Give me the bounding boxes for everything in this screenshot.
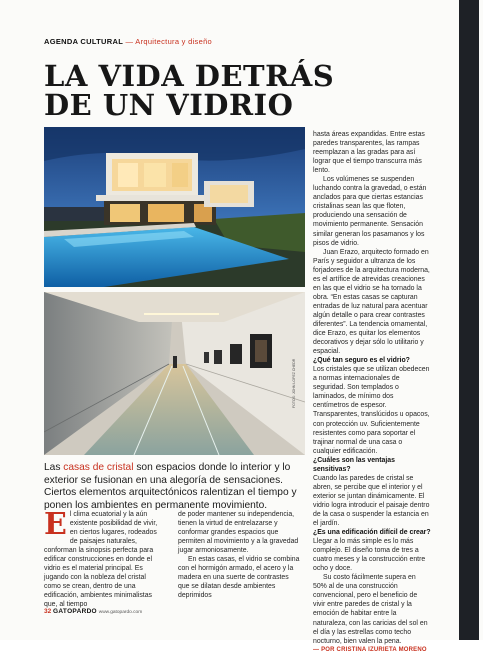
article-title: LA VIDA DETRÁS DE UN VIDRIO xyxy=(44,59,335,122)
subsection-name: Arquitectura y diseño xyxy=(135,37,213,46)
magazine-url[interactable]: www.gatopardo.com xyxy=(98,610,143,615)
question-heading: ¿Cuáles son las ventajas sensitivas? xyxy=(313,456,395,473)
magazine-brand: GATOPARDO xyxy=(53,608,97,615)
lede-text-rest: son espacios donde lo interior y lo exterior se fusionan en una alegoría de sensaciones. Ciertos elementos arquitectónicos ralentizan el tiempo y ponen los ambientes en permanente movimiento. xyxy=(44,462,297,511)
body-paragraph: En estas casas, el vidrio se combina con el hormigón armado, el acero y la madera en una suerte de contrastes que se dilatan desde ambientes deprimidos xyxy=(178,556,300,600)
question-heading: ¿Qué tan seguro es el vidrio? xyxy=(313,357,410,365)
glass-house-photo xyxy=(44,127,305,287)
kicker-separator: — xyxy=(125,37,134,46)
body-paragraph: de poder mantener su independencia, tienen la virtud de entrelazarse y conformar grandes espacios que permiten al movimiento y a la gravedad jugar armoniosamente. xyxy=(178,511,299,555)
lede-paragraph xyxy=(44,462,309,512)
answer-paragraph: Cuando las paredes de cristal se abren, se percibe que el interior y el exterior se juntan dinámicamente. El vidrio logra introducir el paisaje dentro de la casa o suspender la estancia en el jardín. xyxy=(313,474,430,528)
lede-link[interactable]: casas de cristal xyxy=(63,462,134,473)
lede-text-start: Las xyxy=(44,462,64,473)
page-footer xyxy=(44,608,142,615)
page-number: 32 xyxy=(44,608,52,615)
body-paragraph: Juan Erazo, arquitecto formado en París y seguidor a ultranza de los forjadores de la arquitectura moderna, es el artífice de atrevidas creaciones en las que el vidrio se ha tornado la obra. “En estas casas se capturan entradas de luz natural para acentuar algún detalle o para crear contrastes diferentes”. La tendencia ornamental, dice Erazo, es quitar los elementos decorativos y dejar sólo lo utilitario y espacial. xyxy=(313,248,430,356)
answer-paragraph: Su costo fácilmente supera en 50% al de una construcción convencional, pero el beneficio de vivir entre paredes de cristal y la emoción de habitar entre la naturaleza, con las caricias del sol en el día y las estrellas como techo nocturno, bien valen la pena. xyxy=(313,574,428,645)
body-column-left xyxy=(44,507,160,610)
answer-paragraph: Los cristales que se utilizan obedecen a normas internacionales de seguridad. Son templados o laminados, de mínimo dos centímetros de espesor. Transparentes, translúcidos u opacos, con protección uv. Suficientemente resistentes como para soportar el trajinar normal de una casa o cualquier edificación. xyxy=(313,366,430,455)
section-name: AGENDA CULTURAL xyxy=(44,37,124,46)
question-heading: ¿Es una edificación difícil de crear? xyxy=(313,529,431,537)
author-byline: — POR CRISTINA IZURIETA MORENO xyxy=(313,646,427,653)
body-paragraph: l clima ecuatorial y la aún existente posibilidad de vivir, en ciertos lugares, rodeados de paisajes naturales, conforman la sinopsis perfecta para edificar construcciones en donde el vidrio es el material principal. Es jugando con la nobleza del cristal como se crean, dentro de una edificación, ambientes minimalistas que, al tiempo xyxy=(44,511,158,609)
page-edge-tab xyxy=(459,0,479,640)
photo-credit: FOTOS: JOHN LOPEZ CHEDR xyxy=(292,358,296,408)
glass-corridor-photo xyxy=(44,292,305,455)
body-column-middle xyxy=(178,510,300,600)
body-paragraph: hasta áreas expandidas. Entre estas paredes transparentes, las rampas reemplazan a las gradas para así lograr que el tiempo transcurra más lento. xyxy=(313,131,425,175)
section-kicker xyxy=(44,37,212,46)
drop-cap: E xyxy=(44,507,67,542)
answer-paragraph: Llegar a lo más simple es lo más complejo. El diseño toma de tres a cuatro meses y la construcción entre ocho y doce. xyxy=(313,538,426,573)
body-paragraph: Los volúmenes se suspenden luchando contra la gravedad, o están anclados para que ciertas estancias cristalinas sean las que floten, produciendo una sensación de movimiento permanente. Sensación similar generan los pasamanos y los pisos de vidrio. xyxy=(313,176,427,247)
body-column-right xyxy=(313,130,431,655)
